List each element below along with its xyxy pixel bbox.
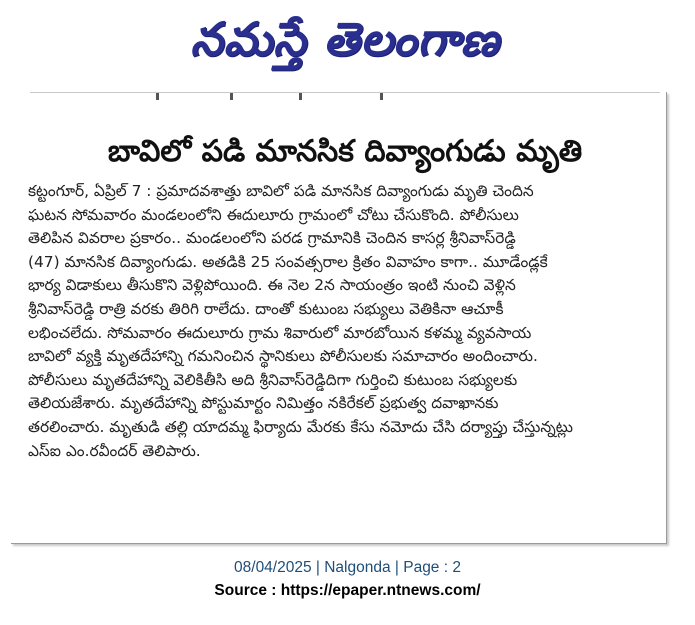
edition-info: 08/04/2025 | Nalgonda | Page : 2 — [234, 559, 461, 576]
article-line: భార్య విడాకులు తీసుకొని వెళ్లిపోయింది. ఈ నెల 2న సాయంత్రం ఇంటి నుంచి వెళ్లిన — [28, 276, 516, 295]
article-headline: బావిలో పడి మానసిక దివ్యాంగుడు మృతి — [107, 134, 583, 169]
divider-mark — [380, 93, 383, 100]
divider-mark — [156, 93, 159, 100]
article-line: తెలియజేశారు. మృతదేహాన్ని పోస్టుమార్టం నిమిత్తం నకిరేకల్ ప్రభుత్వ దవాఖానకు — [28, 394, 499, 413]
article-line: శ్రీనివాస్‌రెడ్డి రాత్రి వరకు తిరిగి రాలేదు. దాంతో కుటుంబ సభ్యులు వెతికినా ఆచూకీ — [28, 299, 504, 318]
divider-mark — [230, 93, 233, 100]
divider-mark — [299, 93, 302, 100]
article-line: ఎస్ఐ ఎం.రవీందర్ తెలిపారు. — [28, 441, 201, 460]
article-line: బావిలో వ్యక్తి మృతదేహాన్ని గమనించిన స్థానికులు పోలీసులకు సమాచారం అందించారు. — [28, 347, 538, 366]
article-line: లభించలేదు. సోమవారం ఈదులూరు గ్రామ శివారులో మారబోయిన కళమ్మ వ్యవసాయ — [28, 323, 532, 342]
article-line: ఘటన సోమవారం మండలంలోని ఈదులూరు గ్రామంలో చోటు చేసుకొంది. పోలీసులు — [28, 205, 519, 224]
article-line: తెలిపిన వివరాల ప్రకారం.. మండలంలోని పరడ గ్రామానికి చెందిన కాసర్ల శ్రీనివాస్‌రెడ్డి — [28, 229, 516, 248]
article-body — [28, 180, 660, 525]
masthead-divider — [30, 92, 660, 106]
newspaper-masthead: నమస్తే తెలంగాణ — [190, 12, 500, 66]
article-line: (47) మానసిక దివ్యాంగుడు. అతడికి 25 సంవత్సరాల క్రితం వివాహం కాగా.. మూడేండ్లకే — [28, 252, 548, 271]
source-link: Source : https://epaper.ntnews.com/ — [214, 582, 481, 599]
divider-line — [30, 92, 660, 93]
article-line: పోలీసులు మృతదేహాన్ని వెలికితీసి అది శ్రీనివాస్‌రెడ్డిదిగా గుర్తించి కుటుంబ సభ్యులకు — [28, 370, 518, 389]
clipping-footer — [0, 556, 695, 602]
article-line: తరలించారు. మృతుడి తల్లి యాదమ్మ ఫిర్యాదు మేరకు కేసు నమోదు చేసి దర్యాప్తు చేస్తున్నట్లు — [28, 417, 573, 436]
article-line: కట్టంగూర్, ఏప్రిల్ 7 : ప్రమాదవశాత్తు బావిలో పడి మానసిక దివ్యాంగుడు మృతి చెందిన — [28, 182, 534, 200]
